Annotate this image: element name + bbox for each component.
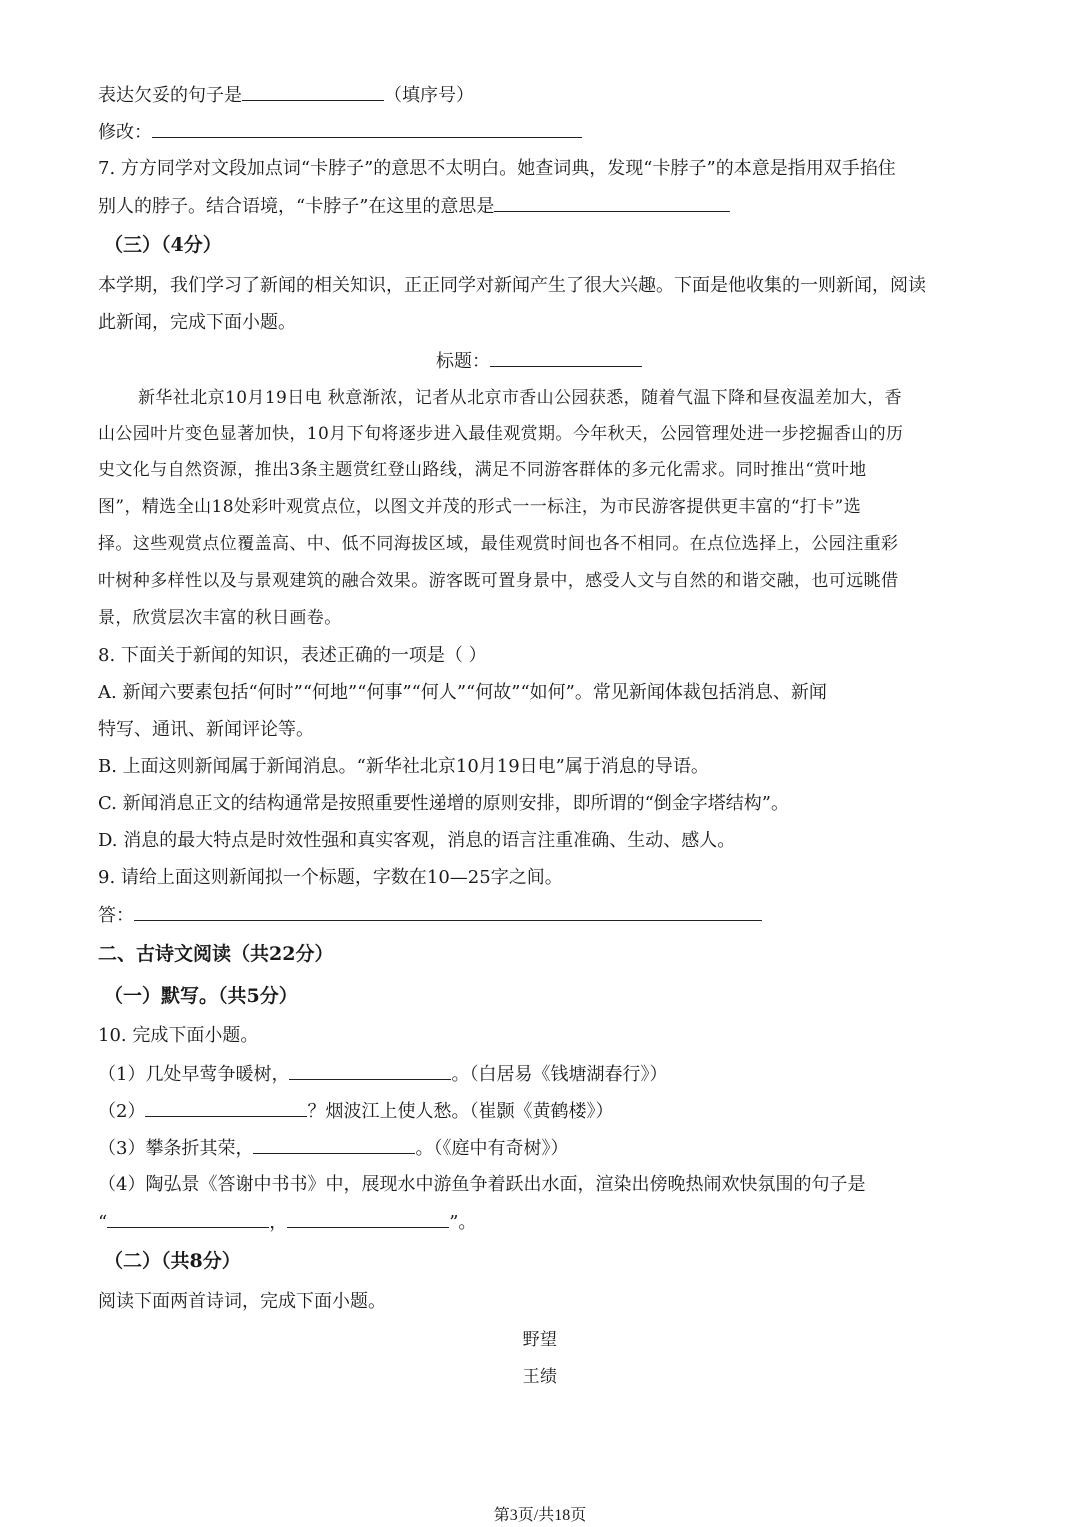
text: （3）攀条折其荣， [98,1138,254,1159]
text: 。（《庭中有奇树》） [415,1138,569,1159]
option-a: A. 新闻六要素包括“何时”“何地”“何事”“何人”“何故”“如何”。常见新闻体裁包括消息、新闻 [98,682,827,703]
text: ， [269,1212,288,1233]
text: 标题： [436,351,490,372]
news-text: 史文化与自然资源，推出3条主题赏红登山路线，满足不同游客群体的多元化需求。同时推出“赏叶地 [98,460,867,480]
text: （1）几处早莺争暖树， [98,1064,290,1085]
poem-title: 野望 [522,1330,558,1350]
answer-blank[interactable] [289,1061,451,1080]
news-text: 图”，精选全山18处彩叶观赏点位，以图文并茂的形式一一标注，为市民游客提供更丰富的“打卡”选 [98,497,862,517]
part-heading: 二、古诗文阅读（共22分） [98,943,334,965]
text-line [98,902,982,929]
section-heading: （三）（4分） [104,234,222,256]
text-line: 阅读下面两首诗词，完成下面小题。 [98,1291,386,1312]
answer-blank[interactable] [253,1135,415,1154]
answer-blank[interactable] [145,1098,307,1117]
text-line: （4）陶弘景《答谢中书书》中，展现水中游鱼争着跃出水面，渲染出傍晚热闹欢快氛围的句子是 [98,1174,866,1195]
answer-blank[interactable] [152,119,582,138]
news-text: 山公园叶片变色显著加快，10月下旬将逐步进入最佳观赏期。今年秋天，公园管理处进一步挖掘香山的历 [98,424,904,444]
text: 表达欠妥的句子是 [98,85,242,106]
poem-author: 王绩 [522,1367,558,1387]
section-heading: （二）（共8分） [104,1250,241,1272]
section-heading: （一）默写。（共5分） [104,985,298,1007]
news-text: 景，欣赏层次丰富的秋日画卷。 [98,608,342,628]
answer-blank[interactable] [107,1209,269,1228]
option-d: D. 消息的最大特点是时效性强和真实客观，消息的语言注重准确、生动、感人。 [98,830,736,851]
text: ？烟波江上使人愁。（崔颢《黄鹤楼》） [307,1101,614,1122]
text: 答： [98,905,134,926]
text: （2） [98,1101,146,1122]
text: ”。 [449,1212,477,1233]
text: （填序号） [384,85,474,106]
text-line [98,1098,982,1125]
page-number: 第3页/共18页 [493,1507,587,1524]
text-line [98,1209,982,1236]
option-a-cont: 特写、通讯、新闻评论等。 [98,719,314,740]
text: 修改： [98,122,152,143]
question-7: 7. 方方同学对文段加点词“卡脖子”的意思不太明白。她查词典，发现“卡脖子”的本意是指用双手掐住 [98,158,896,179]
answer-blank[interactable] [494,193,730,212]
text: 。（白居易《钱塘湖春行》） [451,1064,668,1085]
text: “ [98,1212,108,1233]
answer-blank[interactable] [287,1209,449,1228]
news-text: 新华社北京10月19日电 秋意渐浓，记者从北京市香山公园获悉，随着气温下降和昼夜温差加大，香 [138,388,903,408]
answer-blank[interactable] [134,902,762,921]
text-line: 此新闻，完成下面小题。 [98,312,296,333]
text-line [98,1061,982,1088]
text-line [98,82,982,109]
text-line [98,119,982,146]
question-9: 9. 请给上面这则新闻拟一个标题，字数在10—25字之间。 [98,867,563,888]
news-title-line [436,348,982,375]
news-text: 择。这些观赏点位覆盖高、中、低不同海拔区域，最佳观赏时间也各不相同。在点位选择上，公园注重彩 [98,534,899,554]
answer-blank[interactable] [490,348,642,367]
option-b: B. 上面这则新闻属于新闻消息。“新华社北京10月19日电”属于消息的导语。 [98,756,709,777]
text-line: 本学期，我们学习了新闻的相关知识，正正同学对新闻产生了很大兴趣。下面是他收集的一则新闻，阅读 [98,275,926,296]
option-c: C. 新闻消息正文的结构通常是按照重要性递增的原则安排，即所谓的“倒金字塔结构”。 [98,793,789,814]
text-line [98,193,982,220]
answer-blank[interactable] [242,82,384,101]
text: 别人的脖子。结合语境，“卡脖子”在这里的意思是 [98,196,495,217]
question-10: 10. 完成下面小题。 [98,1025,259,1046]
text-line [98,1135,982,1162]
question-8: 8. 下面关于新闻的知识，表述正确的一项是（ ） [98,645,487,666]
news-text: 叶树种多样性以及与景观建筑的融合效果。游客既可置身景中，感受人文与自然的和谐交融，也可远眺借 [98,571,899,591]
